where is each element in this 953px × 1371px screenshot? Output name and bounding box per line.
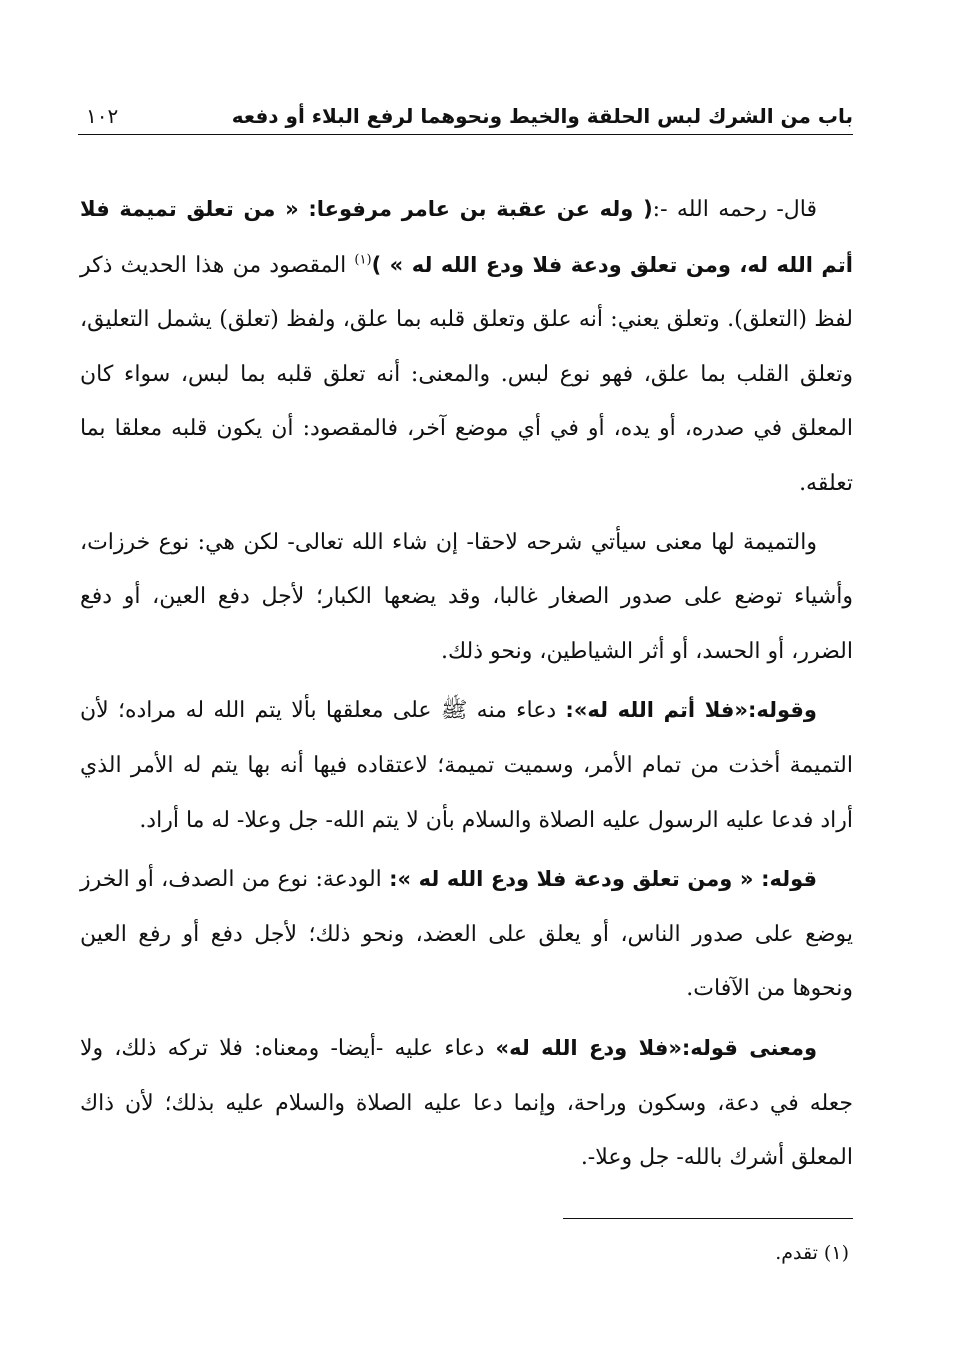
main-text	[80, 182, 853, 1186]
page-number: ١٠٢	[86, 104, 119, 128]
paragraph-3	[80, 683, 853, 848]
paragraph-5	[80, 1021, 853, 1186]
paragraph-3-body: دعاء منه ﷺ على معلقها بألا يتم الله له مراده؛ لأن التميمة أخذت من تمام الأمر، وسميت تميمة؛ لاعتقاده فيها أنه بها يتم له الأمر الذي أراد فدعا عليه الرسول عليه الصلاة والسلام بأن لا يتم الله- جل وعلا- له ما أراد.	[80, 698, 853, 833]
paragraph-4-body: الودعة: نوع من الصدف، أو الخرز يوضع على صدور الناس، أو يعلق على العضد، ونحو ذلك؛ لأجل دفع أو رفع العين ونحوها من الآفات.	[80, 867, 853, 1002]
paragraph-2	[80, 516, 853, 680]
paragraph-1-body: المقصود من هذا الحديث ذكر لفظ (التعلق). وتعلق يعني: أنه علق وتعلق قلبه بما علق، ولفظ (تعلق) يشمل التعليق، وتعلق القلب بما علق، فهو نوع لبس. والمعنى: أنه تعلق قلبه بما لبس، سواء كان المعلق في صدره، أو يده، أو في أي موضع آخر، فالمقصود: أن يكون قلبه معلقا بما تعلقه.	[80, 252, 853, 496]
running-title: باب من الشرك لبس الحلقة والخيط ونحوهما لرفع البلاء أو دفعه	[231, 104, 853, 128]
paragraph-4-heading: قوله: « ومن تعلق ودعة فلا ودع الله له »:	[389, 867, 818, 892]
paragraph-1	[80, 182, 853, 512]
footnote-divider	[563, 1218, 853, 1219]
paragraph-1-intro: قال- رحمه الله -:	[652, 197, 817, 222]
footnote: (١) تقدم.	[775, 1242, 849, 1264]
paragraph-5-body: دعاء عليه -أيضا- ومعناه: فلا تركه ذلك، ولا جعله في دعة، وسكون وراحة، وإنما دعا عليه الصلاة والسلام عليه بذلك؛ لأن ذاك المعلق أشرك بالله- جل وعلا-.	[80, 1035, 853, 1171]
paragraph-4	[80, 852, 853, 1017]
footnote-reference: (١)	[354, 252, 372, 268]
paragraph-5-heading: ومعنى قوله:«فلا ودع الله له»	[495, 1035, 817, 1060]
paragraph-2-body: والتميمة لها معنى سيأتي شرحه لاحقا- إن شاء الله تعالى- لكن هي: نوع خرزات، وأشياء توضع على صدور الصغار غالبا، وقد يضعها الكبار؛ لأجل دفع العين، أو دفع الضرر، أو الحسد، أو أثر الشياطين، ونحو ذلك.	[80, 529, 853, 664]
page-header	[78, 88, 853, 128]
header-divider	[78, 134, 853, 135]
paragraph-3-heading: وقوله:«فلا أتم الله له»:	[565, 698, 817, 723]
hadith-quote: ( وله عن عقبة بن عامر مرفوعا: « من تعلق تميمة فلا أتم الله له، ومن تعلق ودعة فلا ودع الله له » )	[80, 197, 853, 277]
